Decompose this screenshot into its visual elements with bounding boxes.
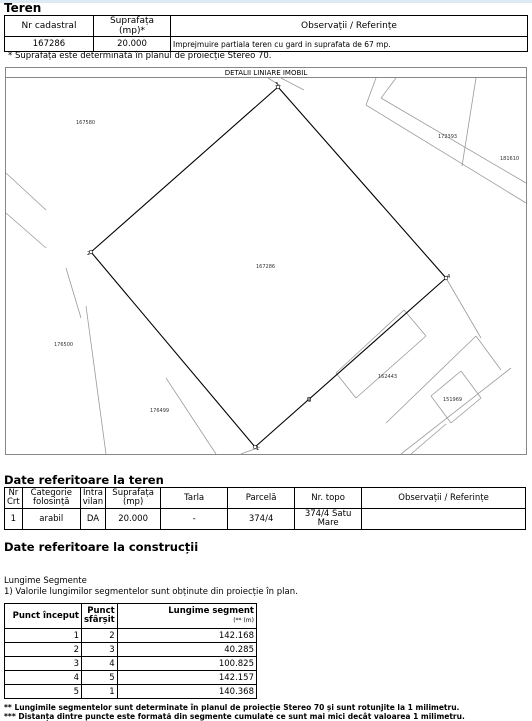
cell-nr-topo: 374/4 Satu Mare <box>295 509 362 530</box>
building-outline <box>336 310 404 373</box>
point-label: 2 <box>87 251 91 257</box>
neighbor-line <box>366 105 526 203</box>
building-outline <box>356 336 426 398</box>
footnotes <box>4 703 465 721</box>
cell-nr-crt: 1 <box>5 509 23 530</box>
col-nr-crt: Nr Crt <box>5 488 23 509</box>
col-suprafata: Suprafața (mp) <box>106 488 161 509</box>
plan-title: DETALII LINIARE IMOBIL <box>5 67 527 78</box>
building-outline <box>461 371 481 398</box>
col-categorie: Categorie folosință <box>22 488 80 509</box>
parcel-label: 167580 <box>76 120 96 126</box>
lungime-table <box>4 603 257 699</box>
neighbor-line <box>386 336 476 423</box>
lungime-title-block <box>4 576 298 598</box>
lungime-unit: (** (m) <box>233 617 254 624</box>
cell-sfarsit: 3 <box>82 643 118 657</box>
neighbor-line <box>401 368 511 454</box>
table-row <box>5 657 257 671</box>
cell-sfarsit: 5 <box>82 671 118 685</box>
parcel-label: 176499 <box>150 408 170 414</box>
section-title-constructii: Date referitoare la construcții <box>4 540 199 554</box>
section-title-teren: Teren <box>4 1 42 15</box>
cell-nr-cadastral: 167286 <box>5 37 94 52</box>
cell-lungime: 142.168 <box>117 629 256 643</box>
parcel-plan <box>5 77 527 455</box>
header-bar <box>0 0 532 3</box>
teren-table <box>4 15 528 52</box>
plan-svg <box>6 78 526 454</box>
cell-intravilan: DA <box>80 509 105 530</box>
cell-sfarsit: 4 <box>82 657 118 671</box>
point-label: 4 <box>447 274 451 280</box>
building-outline <box>336 373 356 398</box>
parcel-label: 151969 <box>443 397 463 403</box>
cell-inceput: 1 <box>5 629 82 643</box>
cell-lungime: 40.285 <box>117 643 256 657</box>
parcel-label: 176500 <box>54 342 74 348</box>
col-punct-sfarsit: Punct sfârșit <box>82 604 118 629</box>
parcel-label: 172393 <box>438 134 458 140</box>
col-parcela: Parcelă <box>228 488 295 509</box>
neighbor-line <box>476 336 501 370</box>
cell-observatii: Imprejmuire partiala teren cu gard in suprafata de 67 mp. <box>171 37 528 52</box>
cell-lungime: 100.825 <box>117 657 256 671</box>
col-suprafata: Suprafața (mp)* <box>94 16 171 37</box>
date-teren-table <box>4 487 526 530</box>
cell-inceput: 3 <box>5 657 82 671</box>
cell-tarla: - <box>161 509 228 530</box>
lungime-title: Lungime Segmente <box>4 576 87 586</box>
col-tarla: Tarla <box>161 488 228 509</box>
table-row <box>5 629 257 643</box>
footnote-distanta: *** Distanța dintre puncte este formată din segmente cumulate ce sunt mai mici decât valoarea 1 milimetru. <box>4 712 465 721</box>
neighbor-line <box>166 378 216 454</box>
col-intravilan: Intra vilan <box>80 488 105 509</box>
cell-sfarsit: 2 <box>82 629 118 643</box>
section-title-date-teren: Date referitoare la teren <box>4 473 164 487</box>
neighbor-line <box>381 78 396 98</box>
col-lungime-segment <box>117 604 256 629</box>
table-row <box>5 685 257 699</box>
cell-inceput: 4 <box>5 671 82 685</box>
footnote-lungimi: ** Lungimile segmentelor sunt determinate în planul de proiecție Stereo 70 și sunt rotunjite la 1 milimetru. <box>4 703 460 712</box>
neighbor-line <box>6 213 46 248</box>
cell-inceput: 2 <box>5 643 82 657</box>
cell-observatii <box>362 509 526 530</box>
cell-sfarsit: 1 <box>82 685 118 699</box>
point-label: 5 <box>308 398 312 404</box>
neighbor-line <box>366 78 376 105</box>
neighbor-line <box>381 98 526 183</box>
neighbor-line <box>281 78 304 90</box>
lungime-subtitle: 1) Valorile lungimilor segmentelor sunt obținute din proiecție în plan. <box>4 587 298 597</box>
point-label: 1 <box>256 446 260 452</box>
cell-categorie: arabil <box>22 509 80 530</box>
col-observatii: Observații / Referințe <box>171 16 528 37</box>
building-outline <box>404 310 426 336</box>
table-row <box>5 643 257 657</box>
parcel-label: 162443 <box>378 374 398 380</box>
col-observatii: Observații / Referințe <box>362 488 526 509</box>
cell-parcela: 374/4 <box>228 509 295 530</box>
cell-lungime: 142.157 <box>117 671 256 685</box>
col-nr-topo: Nr. topo <box>295 488 362 509</box>
cell-suprafata: 20.000 <box>94 37 171 52</box>
cell-lungime: 140.368 <box>117 685 256 699</box>
neighbor-line <box>86 306 106 454</box>
cell-inceput: 5 <box>5 685 82 699</box>
col-punct-inceput: Punct început <box>5 604 82 629</box>
parcel-label: 181610 <box>500 156 520 162</box>
point-label: 3 <box>275 82 279 88</box>
neighbor-line <box>411 424 446 454</box>
col-nr-cadastral: Nr cadastral <box>5 16 94 37</box>
lungime-segment-label: Lungime segment <box>168 606 254 616</box>
neighbor-line <box>446 278 481 338</box>
table-row <box>5 671 257 685</box>
suprafata-note: * Suprafața este determinată în planul de proiecție Stereo 70. <box>8 51 272 61</box>
parcel-label: 167286 <box>256 264 276 270</box>
neighbor-line <box>6 173 46 210</box>
neighbor-line <box>66 268 81 318</box>
cell-suprafata: 20.000 <box>106 509 161 530</box>
